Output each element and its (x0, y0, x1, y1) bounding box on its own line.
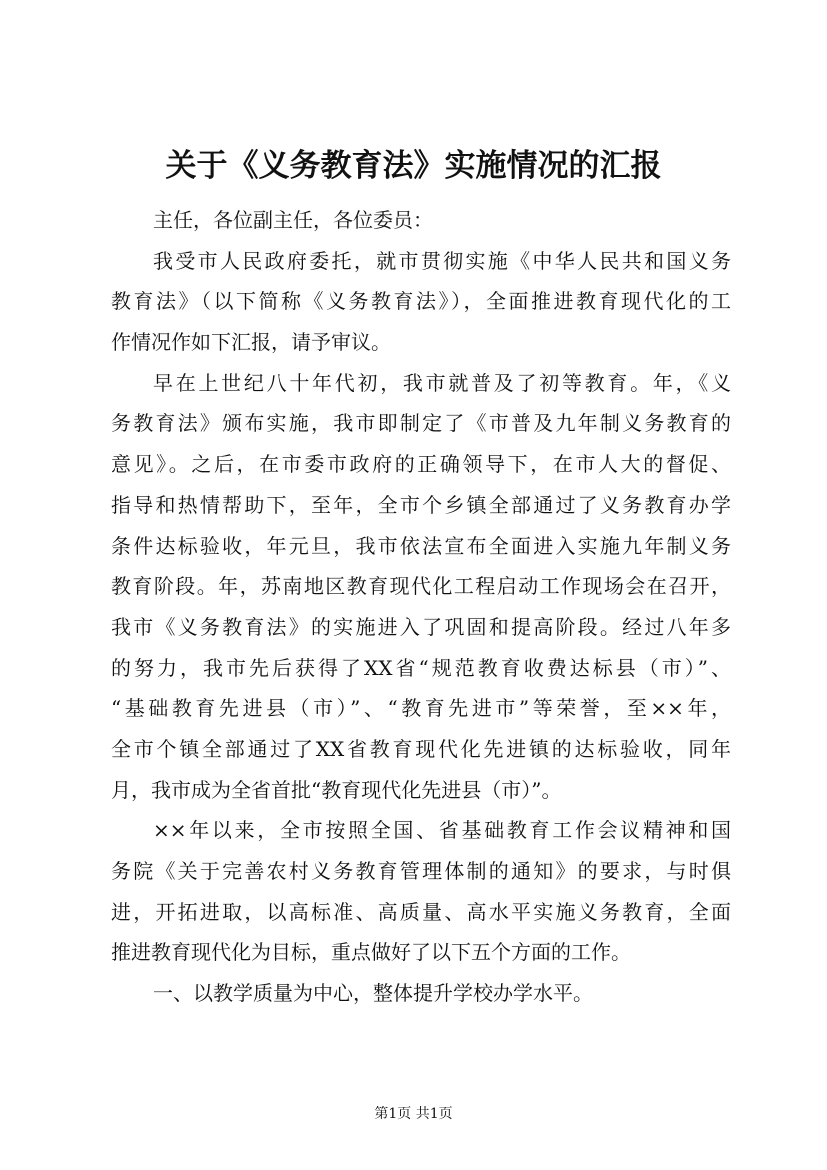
text-line: 推进教育现代化为目标，重点做好了以下五个方面的工作。 (111, 940, 631, 965)
text-line: 主任，各位副主任，各位委员： (153, 208, 433, 232)
text-line: 指导和热情帮助下，至年，全市个乡镇全部通过了义务教育办学 (111, 492, 731, 517)
text-line: 意见》。之后，在市委市政府的正确领导下，在市人大的督促、 (111, 452, 731, 477)
text-line: “基础教育先进县（市）”、“教育先进市”等荣誉，至××年， (111, 696, 731, 721)
text-line: 的努力，我市先后获得了XX省“规范教育收费达标县（市）”、 (111, 655, 731, 680)
text-line: 我市《义务教育法》的实施进入了巩固和提高阶段。经过八年多 (111, 614, 731, 639)
page-footer: 第1页 共1页 (374, 1106, 453, 1122)
text-line: 月，我市成为全省首批“教育现代化先进县（市）”。 (111, 777, 562, 802)
document-title: 关于《义务教育法》实施情况的汇报 (165, 148, 662, 184)
text-line: 进，开拓进取，以高标准、高质量、高水平实施义务教育，全面 (111, 899, 731, 924)
text-line: 务院《关于完善农村义务教育管理体制的通知》的要求，与时俱 (111, 859, 731, 883)
text-line: 早在上世纪八十年代初，我市就普及了初等教育。年，《义 (153, 370, 731, 395)
text-line: 全市个镇全部通过了XX省教育现代化先进镇的达标验收，同年 (111, 736, 731, 761)
text-line: 条件达标验收，年元旦，我市依法宣布全面进入实施九年制义务 (111, 533, 731, 558)
text-line: 一、以教学质量为中心，整体提升学校办学水平。 (153, 981, 593, 1006)
text-line: 教育法》（以下简称《义务教育法》），全面推进教育现代化的工 (111, 289, 731, 314)
document-body (111, 200, 731, 1014)
text-line: 我受市人民政府委托，就市贯彻实施《中华人民共和国义务 (153, 248, 731, 273)
text-line: 教育阶段。年，苏南地区教育现代化工程启动工作现场会在召开， (111, 574, 731, 599)
text-line: ××年以来，全市按照全国、省基础教育工作会议精神和国 (153, 818, 731, 843)
text-line: 作情况作如下汇报，请予审议。 (111, 330, 391, 355)
text-line: 务教育法》颁布实施，我市即制定了《市普及九年制义务教育的 (111, 411, 731, 436)
